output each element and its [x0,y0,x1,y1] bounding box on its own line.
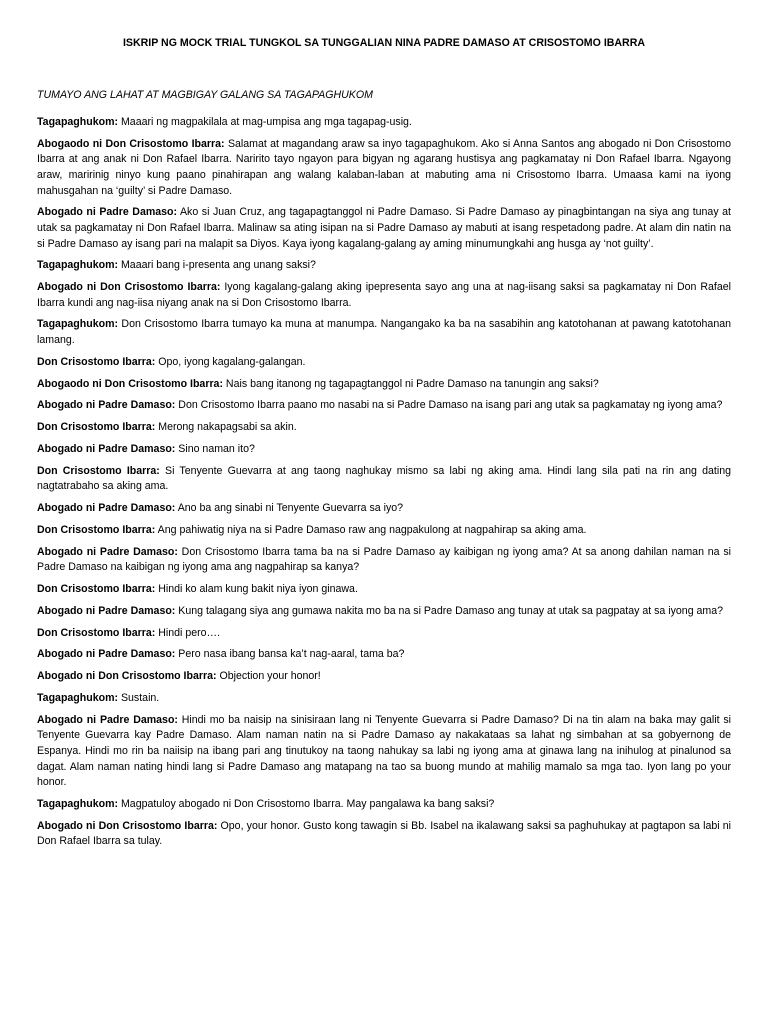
speaker-label: Tagapaghukom: [37,797,119,810]
dialogue-text: Salamat at magandang araw sa inyo tagapaghukom. Ako si Anna Santos ang abogado ni Don Crisostomo Ibarra at ang anak ni Don Rafael Ibarra. Naririto tayo ngayon para bigyan ng agarang hustisya ang pagkamatay ni Don Rafael Ibarra. Ngayong araw, maririnig ninyo kung paano pinahirapan ang walang kalaban-laban at mabuting ama ni Crisostomo Ibarra. Umaasa kami na iyong mahusgahan na ‘guilty’ si Padre Damaso. [37,137,731,197]
dialogue-turn [37,464,731,495]
dialogue-text: Don Crisostomo Ibarra tama ba na si Padre Damaso ay kaibigan ng iyong ama? At sa anong dahilan naman na si Padre Damaso na kaibigan ng iyong ama ang nagpahirap sa kanya? [37,545,731,574]
dialogue-turn [37,317,731,348]
dialogue-text: Opo, iyong kagalang-galangan. [155,355,306,368]
dialogue-turn [37,691,731,707]
speaker-label: Abogaodo ni Don Crisostomo Ibarra: [37,377,223,390]
speaker-label: Tagapaghukom: [37,259,119,272]
speaker-label: Abogado ni Padre Damaso: [37,442,176,455]
speaker-label: Don Crisostomo Ibarra: [37,583,156,596]
dialogue-text: Merong nakapagsabi sa akin. [155,421,297,434]
dialogue-text: Maaari ng magpakilala at mag-umpisa ang mga tagapag-usig. [118,116,412,128]
speaker-label: Don Crisostomo Ibarra: [37,523,156,536]
dialogue-turn [37,398,731,414]
speaker-label: Abogado ni Padre Damaso: [37,545,178,558]
dialogue-text: Hindi pero…. [155,626,221,639]
speaker-label: Abogado ni Padre Damaso: [37,399,176,412]
dialogue-text: Si Tenyente Guevarra at ang taong naghukay mismo sa labi ng aking ama. Hindi lang sila pati na rin ang dating nagtatrabaho sa aking ama. [37,464,731,493]
speaker-label: Abogado ni Padre Damaso: [37,502,176,515]
dialogue-text: Pero nasa ibang bansa ka’t nag-aaral, tama ba? [175,648,405,661]
dialogue-text: Ano ba ang sinabi ni Tenyente Guevarra sa iyo? [175,502,404,515]
dialogue-list [37,115,731,850]
dialogue-turn [37,280,731,311]
speaker-label: Tagapaghukom: [37,318,119,331]
dialogue-text: Sino naman ito? [175,442,255,455]
speaker-label: Don Crisostomo Ibarra: [37,421,156,434]
dialogue-text: Maaari bang i-presenta ang unang saksi? [118,259,316,272]
speaker-label: Don Crisostomo Ibarra: [37,626,156,639]
dialogue-turn [37,604,731,620]
dialogue-turn [37,626,731,642]
dialogue-turn [37,647,731,663]
dialogue-turn [37,797,731,813]
dialogue-text: Objection your honor! [216,670,321,683]
stage-direction: TUMAYO ANG LAHAT AT MAGBIGAY GALANG SA TAGAPAGHUKOM [37,89,373,101]
dialogue-text: Magpatuloy abogado ni Don Crisostomo Ibarra. May pangalawa ka bang saksi? [118,797,495,810]
dialogue-turn [37,582,731,598]
dialogue-text: Hindi mo ba naisip na sinisiraan lang ni Tenyente Guevarra si Padre Damaso? Di na tin alam na baka may galit si Tenyente Guevarra kay Padre Damaso. Alam naman natin na si Padre Damaso ay nakakataas sa lahat ng simbahan at sa gobyernong de Espanya. Hindi mo rin ba naiisip na ibang pari ang tinutukoy na taong nahukay sa labi ng iyong ama at ginawa lang na inihulog at pinalunod sa dagat. Alam naman nating hindi lang si Padre Damaso ang matapang na tao sa buong mundo at mahilig mamalo sa mga tao. Iyon lang po your honor. [37,713,731,789]
dialogue-turn [37,137,731,199]
dialogue-turn [37,377,731,393]
dialogue-text: Don Crisostomo Ibarra tumayo ka muna at manumpa. Nangangako ka ba na sasabihin ang katotohanan at pawang katotohanan lamang. [37,318,731,347]
dialogue-turn [37,258,731,274]
dialogue-turn [37,819,731,850]
dialogue-text: Sustain. [118,691,160,704]
dialogue-turn [37,501,731,517]
dialogue-turn [37,205,731,252]
speaker-label: Tagapaghukom: [37,691,119,704]
dialogue-turn [37,545,731,576]
dialogue-turn [37,115,731,131]
speaker-label: Don Crisostomo Ibarra: [37,464,160,477]
document-title: ISKRIP NG MOCK TRIAL TUNGKOL SA TUNGGALIAN NINA PADRE DAMASO AT CRISOSTOMO IBARRA [122,37,646,49]
speaker-label: Abogaodo ni Don Crisostomo Ibarra: [37,137,225,150]
speaker-label: Abogado ni Don Crisostomo Ibarra: [37,819,218,832]
dialogue-text: Kung talagang siya ang gumawa nakita mo ba na si Padre Damaso ang tunay at utak sa pagpatay at sa iyong ama? [175,604,724,617]
dialogue-text: Ako si Juan Cruz, ang tagapagtanggol ni Padre Damaso. Si Padre Damaso ay pinagbintangan na siya ang tunay at utak sa pagkamatay ni Don Rafael Ibarra. Malinaw sa ating isipan na si Padre Damaso ay mabuti at isang respetadong padre. At alam din natin na si Padre Damaso ay isang pari na malapit sa Diyos. Kaya iyong kagalang-galang ay aming minumungkahi ang husga ay ‘not guilty’. [37,206,731,250]
dialogue-text: Don Crisostomo Ibarra paano mo nasabi na si Padre Damaso na isang pari ang utak sa pagkamatay ng iyong ama? [175,399,723,412]
dialogue-text: Nais bang itanong ng tagapagtanggol ni Padre Damaso na tanungin ang saksi? [222,377,599,390]
speaker-label: Abogado ni Padre Damaso: [37,713,178,726]
speaker-label: Abogado ni Padre Damaso: [37,648,176,661]
dialogue-turn [37,523,731,539]
dialogue-text: Hindi ko alam kung bakit niya iyon ginawa. [155,583,358,596]
dialogue-turn [37,713,731,791]
dialogue-turn [37,442,731,458]
speaker-label: Abogado ni Padre Damaso: [37,604,176,617]
dialogue-text: Ang pahiwatig niya na si Padre Damaso raw ang nagpakulong at nagpahirap sa aking ama. [155,523,587,536]
dialogue-turn [37,420,731,436]
dialogue-text: Opo, your honor. Gusto kong tawagin si Bb. Isabel na ikalawang saksi sa paghuhukay at pagtapon sa labi ni Don Rafael Ibarra sa tulay. [37,819,731,848]
dialogue-text: Iyong kagalang-galang aking ipepresenta sayo ang una at nag-iisang saksi sa pagkamatay ni Don Rafael Ibarra kundi ang nag-iisa niyang anak na si Don Crisostomo Ibarra. [37,281,731,309]
speaker-label: Don Crisostomo Ibarra: [37,355,156,368]
dialogue-turn [37,669,731,685]
dialogue-turn [37,355,731,371]
speaker-label: Abogado ni Don Crisostomo Ibarra: [37,670,217,683]
speaker-label: Abogado ni Don Crisostomo Ibarra: [37,281,221,294]
speaker-label: Tagapaghukom: [37,116,119,128]
speaker-label: Abogado ni Padre Damaso: [37,206,178,219]
